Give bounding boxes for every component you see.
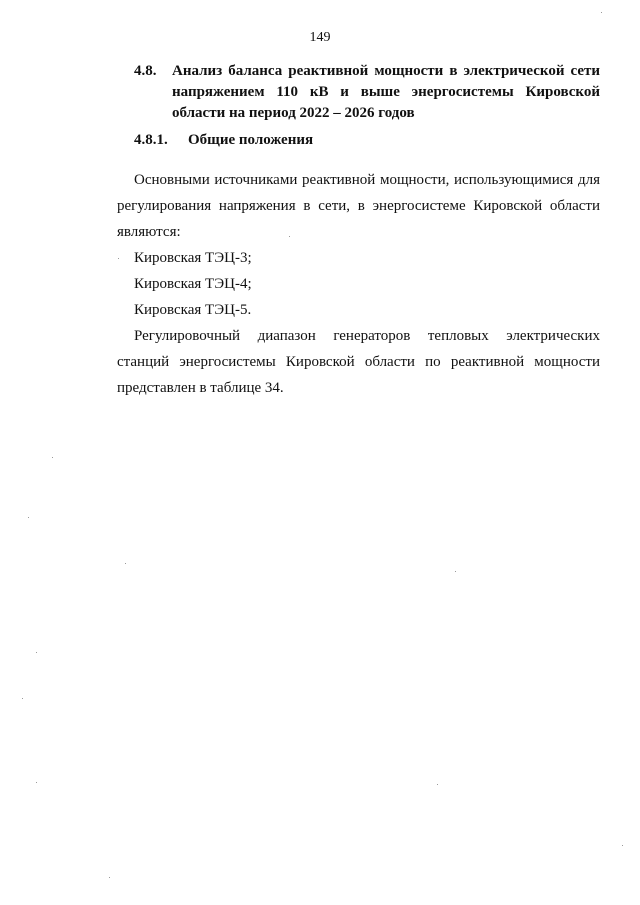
- scan-speck: [118, 258, 119, 259]
- scan-speck: [125, 563, 126, 564]
- scan-speck: [22, 698, 23, 699]
- intro-paragraph-text: Основными источниками реактивной мощности, использующимися для регулирования напряжения в сети, в энергосистеме Кировской области являются:: [117, 172, 600, 240]
- scan-speck: [36, 652, 37, 653]
- list-item: [117, 271, 600, 297]
- source-item-3: Кировская ТЭЦ-5.: [134, 302, 252, 318]
- subsection-title: Общие положения: [188, 132, 314, 148]
- closing-paragraph: [117, 323, 600, 401]
- list-item: [117, 297, 600, 323]
- subsection-heading: [134, 130, 313, 151]
- subsection-number: 4.8.1.: [134, 132, 168, 148]
- scan-speck: [289, 236, 290, 237]
- section-number: 4.8.: [134, 63, 157, 79]
- scan-speck: [622, 845, 623, 846]
- scan-speck: [437, 784, 438, 785]
- source-item-2: Кировская ТЭЦ-4;: [134, 276, 252, 292]
- scan-speck: [601, 12, 602, 13]
- closing-paragraph-text: Регулировочный диапазон генераторов тепловых электрических станций энергосистемы Кировской области по реактивной мощности представлен в таблице 34.: [117, 328, 600, 396]
- intro-paragraph: [117, 167, 600, 245]
- scan-speck: [36, 782, 37, 783]
- source-item-1: Кировская ТЭЦ-3;: [134, 250, 252, 266]
- scan-speck: [109, 877, 110, 878]
- scan-speck: [455, 571, 456, 572]
- section-heading: [134, 61, 600, 124]
- section-title: Анализ баланса реактивной мощности в электрической сети напряжением 110 кВ и выше энергосистемы Кировской области на период 2022 – 2026 годов: [172, 63, 600, 121]
- list-item: [117, 245, 600, 271]
- scan-speck: [28, 517, 29, 518]
- page-number: 149: [309, 30, 331, 45]
- scan-speck: [52, 457, 53, 458]
